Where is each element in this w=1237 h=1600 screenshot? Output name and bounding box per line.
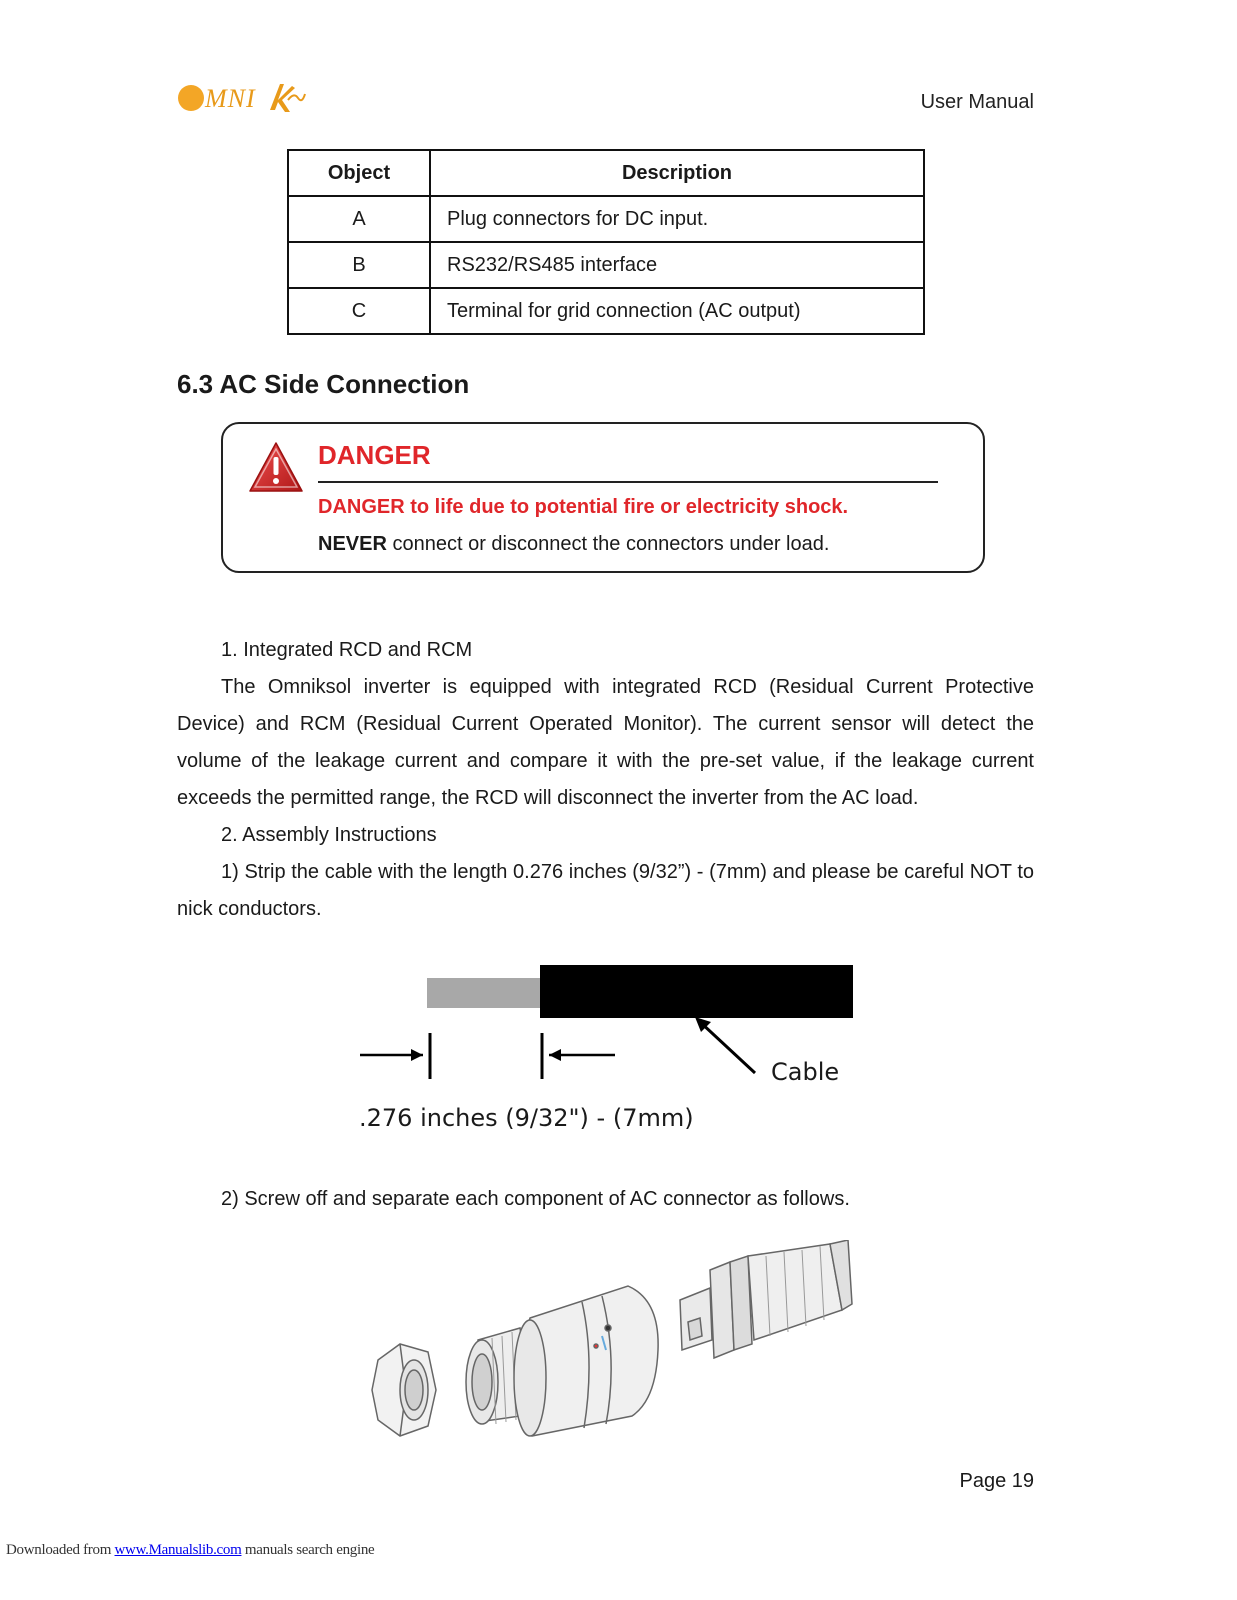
list-item-assembly: 2. Assembly Instructions	[221, 824, 437, 846]
rcd-paragraph: The Omniksol inverter is equipped with integrated RCD (Residual Current Protective Device) and RCM (Residual Current Operated Monitor). The current sensor will detect the volume of the leakage current and compare it with the pre-set value, if the leakage current exceeds the permitted range, the RCD will disconnect the inverter from the AC load.	[177, 676, 1034, 809]
list-item-rcd-rcm: 1. Integrated RCD and RCM	[221, 639, 473, 661]
step-strip-cable: 1) Strip the cable with the length 0.276 inches (9/32”) - (7mm) and please be careful NOT to nick conductors.	[177, 861, 1034, 920]
table-row	[288, 242, 924, 288]
column-header-object: Object	[288, 150, 430, 196]
strip-length-label: .276 inches (9/32") - (7mm)	[359, 1104, 694, 1132]
object-description-table	[287, 149, 925, 335]
table-row	[288, 196, 924, 242]
danger-title: DANGER	[318, 440, 431, 470]
download-prefix: Downloaded from	[6, 1542, 115, 1558]
danger-divider	[318, 481, 938, 483]
danger-warning-text: DANGER to life due to potential fire or electricity shock.	[318, 496, 849, 518]
table-cell-description: RS232/RS485 interface	[430, 242, 924, 288]
danger-never-keyword: NEVER	[318, 533, 387, 555]
warning-triangle-icon	[248, 440, 304, 494]
download-suffix: manuals search engine	[241, 1542, 375, 1558]
table-cell-description: Terminal for grid connection (AC output)	[430, 288, 924, 334]
column-header-description: Description	[430, 150, 924, 196]
table-cell-object: B	[288, 242, 430, 288]
danger-instruction-rest: connect or disconnect the connectors under load.	[386, 533, 830, 555]
table-cell-object: A	[288, 196, 430, 242]
download-footer	[6, 1542, 374, 1559]
logo-text: MNI	[205, 84, 256, 113]
section-title: 6.3 AC Side Connection	[177, 369, 470, 399]
ac-connector-components-diagram	[370, 1240, 860, 1445]
header-title: User Manual	[920, 91, 1034, 113]
danger-instruction-text	[318, 533, 829, 556]
page-number: Page 19	[959, 1470, 1034, 1492]
table-cell-object: C	[288, 288, 430, 334]
manualslib-link[interactable]: www.Manualslib.com	[114, 1542, 242, 1558]
logo-k-mark-icon	[266, 80, 306, 114]
cable-strip-diagram	[355, 955, 875, 1145]
table-header-row	[288, 150, 924, 196]
table-row	[288, 288, 924, 334]
logo-dot-icon	[178, 85, 204, 111]
cable-label: Cable	[771, 1058, 840, 1086]
omnik-logo	[178, 80, 318, 116]
table-cell-description: Plug connectors for DC input.	[430, 196, 924, 242]
step-separate-components: 2) Screw off and separate each component of AC connector as follows.	[221, 1188, 850, 1210]
